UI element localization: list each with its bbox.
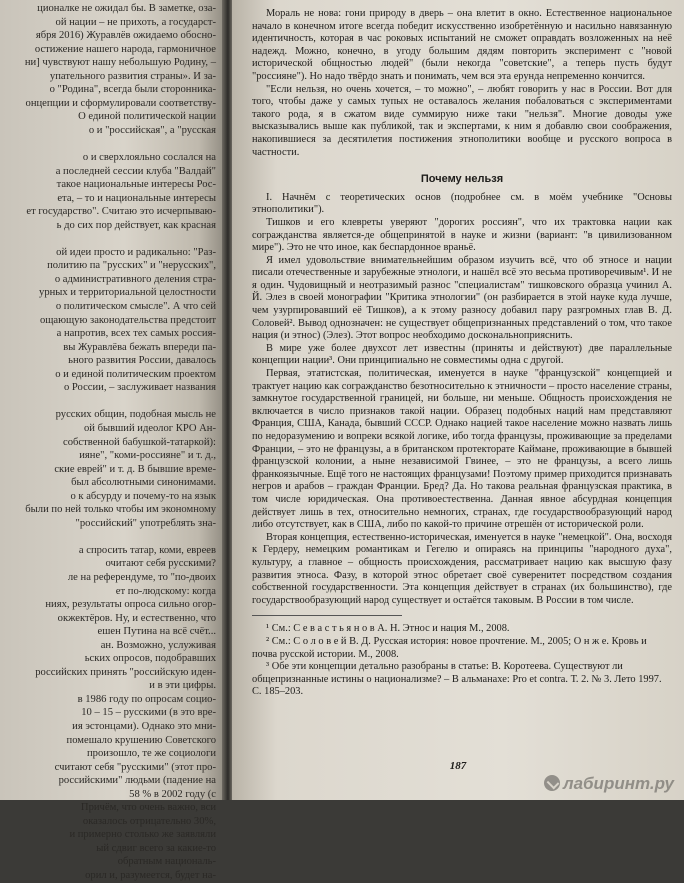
left-page-line: о и единой политическим проектом [55,368,216,380]
left-page-line: помешало крушению Советского [66,734,216,746]
left-page-line: и в эти цифры. [149,680,216,692]
left-page-line: а последней сессии клуба "Валдай" [55,165,216,177]
left-page-line: ия эстонцами). Однако это мни- [72,720,216,732]
right-page [232,0,684,800]
left-page-line: ские еврей" и т. д. В бывшие време- [54,463,216,475]
left-page-line: ешен Путина на всё счёт... [97,626,216,638]
page-number: 187 [449,760,467,772]
paragraph: Тишков и его клевреты уверяют "дорогих россиян", что их трактовка нации как согражданства является-де общепринятой в науке и жизни (вариант: "в цивилизованном мире"). Это не что иное, как беспардонное враньё. [252,216,672,254]
footnote: ² См.: С о л о в е й В. Д. Русская история: новое прочтение. М., 2005; О н ж е. Кровь и почва русской истории. М., 2008. [252,635,647,660]
left-page-line: ет государство". Считаю это исчерпываю- [26,206,216,218]
left-page-line: вы Журавлёва бежать впереди па- [63,341,216,353]
left-page-line: ьного развития России, давалось [68,355,216,367]
left-page-line: ет по-людскому: когда [115,585,216,597]
left-page-line: "российский" употреблять зна- [75,517,216,529]
left-page-line: остижение нашего народа, гармоничное [34,43,216,55]
paragraph: Я имел удовольствие внимательнейшим образом изучить всё, что об этносе и нации писали отечественные и зарубежные этнологи, и нашёл всё это весьма противоречивым¹. И не я один. Чудовищный и неотразимый разнос "специалистам" тишковского образца учинил А. Й. Элез в своей монографии "Критика этнологии" (он разбирается в этой науке куда лучше, чем узурпировавший её Тишков), а к этому разносу добавил пару разгромных глав В. Д. Соловей². Вывод однозначен: не существует общепризнанных представлений о том, что такое нация (и этнос) (Элез). Этот вопрос необходимо доскональноприяснить. [252,254,672,342]
left-page-line: ощающую законодательства предстоит [39,314,216,326]
left-page-line: собственной бабушкой-татаркой): [63,436,216,448]
paragraph: I. Начнём с теоретических основ (подробнее см. в моём учебнике "Основы этнополитики"). [252,191,672,216]
paragraph: Первая, этатистская, политическая, именуется в науке "французской" концепцией и трактует нацию как согражданство безотносительно к этничности – просто население страны, замкнутое государственной границей, ни больше, ни меньше. Общность происхождения не включается в число признаков такой нации. Образец подобных наций нам представляют Франция, США, Канада, бывший СССР. Однако нацией такое население можно назвать лишь по недоразумению и вопреки всякой логике, ибо тогда французы, проживающие за пределами Франции, – это не французы, а в британском протекторате Каймане, проживающие в бывшей французской колонии, а ныне независимой Гвинее, – это не французы, а всего лишь франкоязычные. Ещё того не настоящих французами! Поэтому пример приходится признавать негров и арабов – граждан Франции. Бред? Да. Но такова реальная французская практика, в том числе юридическая. Она противоестественна. Данная явное абсурдная концепция действует лишь в тех, относительно немногих, странах, где государствообразующий народ либо отсутствует, как в США, либо по какой-то причине отрешён от исторической роли. [252,368,672,531]
left-page-line: окжектёров. Ну, и естественно, что [57,612,216,624]
left-page-line: упательного развития страны». И за- [49,70,216,82]
watermark [544,774,674,794]
footnote: ¹ См.: С е в а с т ь я н о в А. Н. Этнос и нация М., 2008. [266,623,510,635]
left-page-line: а спросить татар, коми, евреев [78,544,216,556]
left-page-line: ября 2016) Журавлёв ожидаемо обосно- [35,30,216,42]
left-page-line: о России, – заслуживает названия [63,382,216,394]
footnote: ³ Обе эти концепции детально разобраны в статье: В. Коротеева. Существуют ли общепризнанные истины о национализме? – В альманахе: Pro et contra. Т. 2. № 3. Лето 1997. С. 185–203. [252,661,662,698]
left-page-line: ой идеи просто и радикально: "Раз- [56,246,216,258]
left-page-line: о к абсурду и почему-то на язык [70,490,216,502]
left-page-line: о политическом смысле". А что сей [55,301,216,313]
left-page-line: ь до сих пор действует, как красная [56,219,216,231]
left-page-line: российскими" людьми (падение на [58,775,216,787]
left-page-line: о и "российская", а "русская [88,124,216,136]
left-page-line: урных и территориальной целостности [39,287,216,299]
left-page-line: Причём, что очень важно, вси [80,802,216,814]
left-page-line: О единой политической нации [78,111,216,123]
watermark-text: лабиринт.ру [563,774,674,793]
left-page-line [0,395,216,409]
left-page-line: ета, – то и национальные интересы [57,192,216,204]
left-page-line: 10 – 15 – русскими (в это вре- [81,707,216,719]
left-page-line: 58 % в 2002 году (с [129,788,216,800]
footnote-rule [252,615,402,620]
footnotes [252,623,672,699]
left-page-line: очитают себя русскими? [105,558,216,570]
left-page-line: ияне", "коми-россияне" и т. д., [79,450,216,462]
left-page-line: были по ней только чтобы им экономному [25,504,216,516]
left-page-line: о административного деления стра- [54,273,216,285]
left-page-line [0,530,216,544]
left-page-line: ционалке не ожидал бы. В заметке, оза- [37,3,216,14]
left-page-line: ле на референдуме, то "по-двоих [67,571,216,583]
left-page-line: в 1986 году по опросам социо- [77,693,216,705]
paragraph: В мире уже более двухсот лет известны (приняты и действуют) две параллельные концепции нации³. Они принципиально не совместимы одна с другой. [252,342,672,367]
left-page-line: ый сдвиг всего за какие-то [96,842,216,854]
left-page-line: оказалось отрицательно 30%, [82,815,216,827]
left-page-line [0,232,216,246]
left-page-line: ой бывший идеолог КРО Ан- [84,422,216,434]
left-page-line: русских общин, подобная мысль не [55,409,216,421]
left-page-line: о "Родина", всегда были сторонника- [49,84,216,96]
left-page-line: считают себя "русскими" (этот про- [54,761,216,773]
left-page-line: о и сверхлояльно сослался на [82,152,216,164]
left-page-line: ан. Возможно, услуживая [100,639,216,651]
paragraph: Мораль не нова: гони природу в дверь – она влетит в окно. Естественное национальное начало в конечном итоге всегда победит искусственно изобретённую и насильно навязанную идентичность, которая в час роковых испытаний не сможет оправдать возложенных на неё надежд. Можно, конечно, в угоду большим дядям повторить эксперимент с "новой исторической общностью людей" (были некогда "советские", а теперь пусть будут "россияне"). Но надо твёрдо знать и понимать, чем вся эта ерунда непременно кончится. [252,8,672,82]
left-page-line: ой нации – не прихоть, а государст- [55,16,216,28]
left-page-line: российских принять "российскую иден- [35,666,216,678]
paragraph: Вторая концепция, естественно-историческая, именуется в науке "немецкой". Она, восходя к Гердеру, немецким романтикам и Гегелю и опираясь на принципы "народного духа", культуру, а главное – общность происхождения, рассматривает нацию как высшую фазу развития этноса. Фазу, в которой этнос обретает своё суверенитет посредством создания собственной государственности. Эта концепция действует в странах (их большинство), где государствообразующий народ существует и остаётся таковым. В России в том числе. [252,531,672,606]
section-title: Почему нельзя [420,173,504,186]
left-page [0,0,226,881]
left-page-line: ьских опросов, подобравших [84,653,216,665]
left-page-line [0,137,216,151]
left-page-line: а напротив, всех тех самых россия- [56,328,216,340]
left-page-line: обратным националь- [117,856,216,868]
left-page-line: был абсолютными синонимами. [71,477,216,489]
left-page-line: и примерно столько же заявляли [69,829,216,841]
labirint-logo-icon [544,775,560,791]
left-page-line: ниях, результаты опроса сильно огор- [45,599,216,611]
left-page-line: орил и, разумеется, будет на- [85,870,216,881]
left-page-text [0,2,222,883]
left-page-line: ни] чувствуют нашу небольшую Родину, – [24,57,216,69]
left-page-line: такое национальные интересы Рос- [56,179,216,191]
left-page-line: онцепции и сформулировали соответству- [25,97,216,109]
left-page-line: произошло, те же социологи [87,748,216,760]
left-page-line: политию па "русских" и "нерусских", [47,260,216,272]
paragraph: "Если нельзя, но очень хочется, – то можно", – любят говорить у нас в России. Вот для того, чтобы даже у самых тупых не оставалось желания побаловаться с экспериментами такого рода, я в сжатом виде суммирую ниже таки "нельзя". Многие доводы уже высказывались выше как публикой, так и экспертами, к ним я добавлю свои соображения, накопившиеся за десятилетия постижения этнополитики вообще и русского вопроса в частности. [252,83,672,158]
right-page-content [252,8,672,699]
